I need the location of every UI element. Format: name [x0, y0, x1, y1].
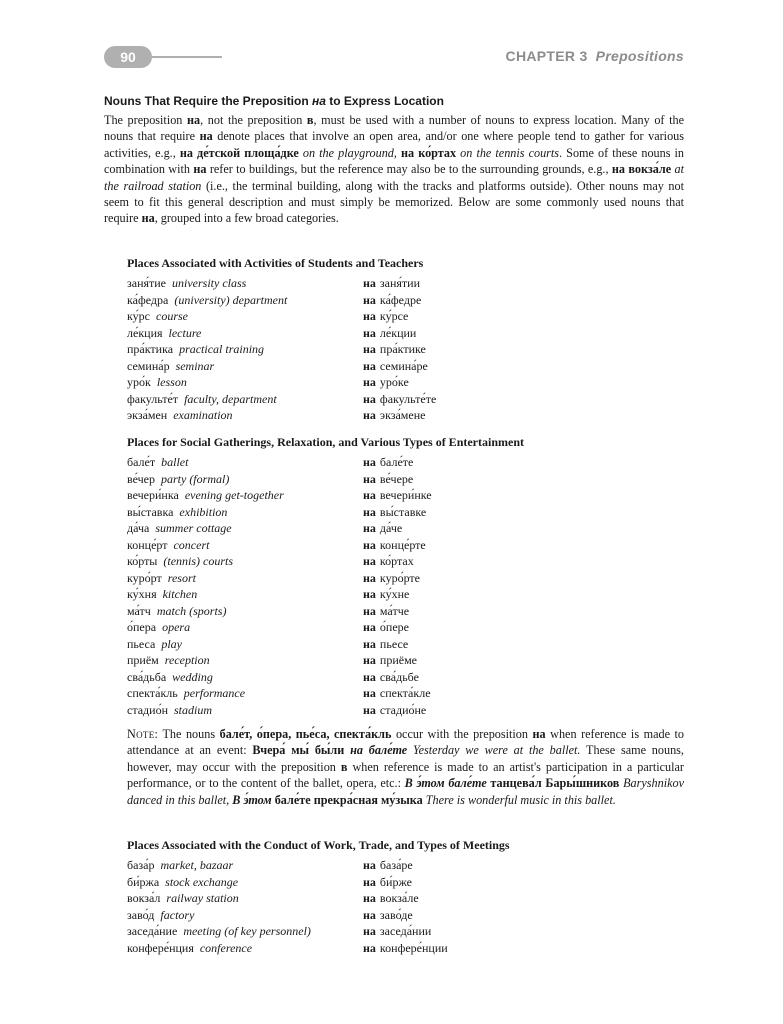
- section-title-text: Nouns That Require the Preposition: [104, 94, 313, 108]
- prepositional-form: [363, 619, 409, 636]
- noun-entry: [127, 537, 209, 554]
- noun-word: конфере́нция: [127, 940, 194, 955]
- prepositional-case-form: вокза́ле: [379, 891, 419, 905]
- section-title-text-end: to Express Location: [325, 94, 444, 108]
- prepositional-case-form: спекта́кле: [379, 686, 431, 700]
- preposition-na: на: [363, 537, 376, 552]
- preposition-na: на: [363, 375, 376, 389]
- prepositional-form: [363, 292, 421, 309]
- prepositional-case-form: ку́рсе: [379, 309, 409, 323]
- noun-entry: [127, 325, 201, 342]
- noun-entry: [127, 907, 194, 924]
- noun-word: заво́д: [127, 907, 155, 922]
- noun-translation: railway station: [166, 891, 239, 905]
- prepositional-form: [363, 374, 409, 391]
- prepositional-form: [363, 391, 436, 408]
- noun-row: [127, 570, 587, 587]
- noun-entry: [127, 487, 284, 504]
- noun-translation: kitchen: [162, 587, 198, 601]
- prepositional-form: [363, 570, 420, 587]
- noun-translation: meeting (of key personnel): [183, 924, 311, 938]
- noun-translation: examination: [173, 408, 233, 422]
- prepositional-case-form: заседа́нии: [379, 924, 432, 938]
- noun-entry: [127, 391, 277, 408]
- prepositional-case-form: конфере́нции: [379, 940, 448, 955]
- prepositional-case-form: вы́ставке: [379, 504, 427, 519]
- prepositional-form: [363, 358, 428, 375]
- noun-translation: (tennis) courts: [163, 554, 234, 568]
- prepositional-case-form: экза́мене: [379, 408, 426, 422]
- prepositional-form: [363, 275, 420, 292]
- noun-word: би́ржа: [127, 874, 160, 889]
- section-title-prep: на: [312, 94, 326, 108]
- prepositional-form: [363, 325, 416, 342]
- prepositional-case-form: пра́ктике: [379, 342, 426, 356]
- preposition-na: на: [363, 874, 376, 889]
- prepositional-case-form: ку́хне: [379, 587, 410, 601]
- prepositional-form: [363, 923, 431, 940]
- noun-word: стадио́н: [127, 702, 168, 717]
- prepositional-case-form: би́рже: [379, 874, 412, 889]
- noun-row: [127, 874, 587, 891]
- list-social-gatherings: [127, 434, 587, 718]
- prepositional-case-form: ко́ртах: [379, 554, 414, 568]
- prepositional-case-form: заво́де: [379, 907, 413, 922]
- intro-paragraph: The preposition на, not the preposition в, must be used with a number of nouns to express location. Many of the nouns that require на denote places that involve an open area, and/or one where people tend to gather for various activities, e.g., на де́тской площа́дке on the playground, на ко́ртах on the tennis courts. Some of these nouns in combination with на refer to buildings, but the reference may also be to the surrounding grounds, e.g., на вокза́ле at the railroad station (i.e., the terminal building, along with the tracks and platforms outside). Other nouns may not seem to fit this general description and must simply be memorized. Below are some commonly used nouns that require на, grouped into a few broad categories.: [104, 113, 685, 226]
- noun-translation: wedding: [172, 669, 213, 684]
- preposition-na: на: [363, 276, 376, 290]
- noun-row: [127, 325, 587, 342]
- preposition-na: на: [363, 309, 376, 323]
- noun-entry: [127, 471, 229, 488]
- list-work-trade: [127, 837, 587, 956]
- noun-entry: [127, 308, 188, 325]
- noun-entry: [127, 292, 287, 309]
- noun-entry: [127, 702, 212, 719]
- prepositional-form: [363, 636, 408, 653]
- noun-row: [127, 923, 587, 940]
- noun-row: [127, 537, 587, 554]
- page-number: 90: [104, 46, 152, 68]
- prepositional-form: [363, 702, 426, 719]
- noun-word: ве́чер: [127, 471, 155, 486]
- noun-translation: exhibition: [179, 504, 228, 519]
- list-title: Places Associated with the Conduct of Work, Trade, and Types of Meetings: [127, 838, 510, 852]
- preposition-na: на: [363, 554, 376, 568]
- preposition-na: на: [363, 455, 376, 469]
- prepositional-form: [363, 520, 402, 537]
- noun-translation: stock exchange: [165, 874, 239, 889]
- noun-entry: [127, 520, 232, 537]
- noun-row: [127, 907, 587, 924]
- noun-word: пьеса: [127, 636, 156, 651]
- prepositional-case-form: приёме: [379, 653, 418, 667]
- noun-row: [127, 940, 587, 957]
- noun-entry: [127, 652, 210, 669]
- prepositional-form: [363, 874, 412, 891]
- noun-word: ку́рс: [127, 309, 150, 323]
- noun-word: приём: [127, 653, 159, 667]
- noun-translation: factory: [160, 907, 195, 922]
- prepositional-form: [363, 407, 425, 424]
- noun-row: [127, 652, 587, 669]
- noun-row: [127, 275, 587, 292]
- prepositional-case-form: бале́те: [379, 455, 414, 469]
- noun-row: [127, 471, 587, 488]
- noun-translation: conference: [199, 940, 253, 955]
- prepositional-case-form: семина́ре: [379, 358, 428, 373]
- noun-row: [127, 454, 587, 471]
- preposition-na: на: [363, 292, 376, 307]
- preposition-na: на: [363, 940, 376, 955]
- preposition-na: на: [363, 342, 376, 356]
- noun-row: [127, 504, 587, 521]
- prepositional-form: [363, 603, 409, 620]
- noun-word: уро́к: [127, 375, 151, 389]
- noun-word: ка́федра: [127, 292, 169, 307]
- prepositional-case-form: факульте́те: [379, 391, 437, 406]
- noun-translation: lesson: [156, 375, 187, 389]
- preposition-na: на: [363, 521, 376, 535]
- noun-row: [127, 308, 587, 325]
- prepositional-form: [363, 857, 413, 874]
- noun-row: [127, 669, 587, 686]
- prepositional-form: [363, 341, 426, 358]
- preposition-na: на: [363, 891, 376, 905]
- prepositional-form: [363, 504, 426, 521]
- preposition-na: на: [363, 653, 376, 667]
- noun-word: сва́дьба: [127, 669, 167, 684]
- noun-row: [127, 292, 587, 309]
- noun-translation: seminar: [175, 358, 215, 373]
- section-title: [104, 94, 444, 108]
- note-paragraph: Note: The nouns бале́т, о́пера, пье́са, спекта́кль occur with the preposition на when reference is made to attendance at an event: Вчера́ мы́ бы́ли на бале́те Yesterday we were at the ballet. These same nouns, however, may occur with the preposition в when reference is made to an artist's participation in a particular performance, or to the content of the ballet, opera, etc.: В э́том бале́те танцева́л Бары́шников Baryshnikov danced in this ballet, В э́том бале́те прекра́сная му́зыка There is wonderful music in this ballet.: [127, 727, 684, 807]
- noun-entry: [127, 857, 233, 874]
- noun-list: [127, 857, 587, 956]
- preposition-na: на: [363, 669, 376, 684]
- noun-entry: [127, 407, 233, 424]
- noun-list: [127, 454, 587, 718]
- prepositional-case-form: конце́рте: [379, 537, 426, 552]
- noun-entry: [127, 619, 190, 636]
- preposition-na: на: [363, 570, 376, 585]
- prepositional-case-form: база́ре: [379, 858, 413, 872]
- noun-word: вы́ставка: [127, 504, 174, 519]
- noun-entry: [127, 685, 245, 702]
- noun-row: [127, 358, 587, 375]
- prepositional-form: [363, 685, 431, 702]
- noun-word: ма́тч: [127, 603, 151, 618]
- prepositional-case-form: заня́тии: [379, 276, 421, 290]
- preposition-na: на: [363, 471, 376, 486]
- noun-word: экза́мен: [127, 408, 168, 422]
- noun-row: [127, 857, 587, 874]
- noun-word: вокза́л: [127, 891, 161, 905]
- noun-list: [127, 275, 587, 424]
- chapter-label: CHAPTER 3: [505, 48, 588, 64]
- chapter-title: Prepositions: [595, 48, 684, 64]
- preposition-na: на: [363, 620, 376, 634]
- header-rule: [152, 56, 222, 58]
- noun-word: семина́р: [127, 358, 170, 373]
- prepositional-form: [363, 308, 408, 325]
- noun-entry: [127, 374, 187, 391]
- noun-entry: [127, 890, 239, 907]
- prepositional-form: [363, 890, 419, 907]
- preposition-na: на: [363, 603, 376, 618]
- noun-translation: resort: [167, 570, 196, 585]
- list-students-teachers: [127, 255, 587, 424]
- noun-word: бале́т: [127, 455, 156, 469]
- noun-translation: concert: [173, 537, 210, 552]
- noun-row: [127, 685, 587, 702]
- noun-word: о́пера: [127, 620, 157, 634]
- prepositional-form: [363, 652, 417, 669]
- noun-word: ле́кция: [127, 325, 163, 340]
- noun-entry: [127, 275, 246, 292]
- prepositional-form: [363, 669, 419, 686]
- noun-translation: course: [156, 309, 188, 323]
- list-title: Places for Social Gatherings, Relaxation, and Various Types of Entertainment: [127, 435, 525, 449]
- noun-row: [127, 702, 587, 719]
- preposition-na: на: [363, 924, 376, 938]
- noun-entry: [127, 586, 197, 603]
- preposition-na: на: [363, 686, 376, 700]
- prepositional-form: [363, 454, 413, 471]
- running-head: [506, 48, 684, 64]
- prepositional-case-form: ве́чере: [379, 471, 414, 486]
- noun-translation: lecture: [168, 325, 202, 340]
- noun-translation: evening get-together: [184, 488, 284, 502]
- noun-entry: [127, 940, 252, 957]
- note-label: Note:: [127, 727, 159, 741]
- prepositional-form: [363, 907, 413, 924]
- noun-translation: match (sports): [156, 603, 227, 618]
- noun-row: [127, 619, 587, 636]
- noun-word: ко́рты: [127, 554, 158, 568]
- preposition-na: на: [363, 488, 376, 502]
- prepositional-form: [363, 553, 414, 570]
- noun-word: заседа́ние: [127, 924, 178, 938]
- prepositional-form: [363, 940, 448, 957]
- noun-word: спекта́кль: [127, 686, 178, 700]
- noun-translation: performance: [183, 686, 246, 700]
- noun-word: да́ча: [127, 521, 150, 535]
- prepositional-case-form: куро́рте: [379, 570, 420, 585]
- noun-word: факульте́т: [127, 391, 179, 406]
- noun-entry: [127, 341, 264, 358]
- noun-entry: [127, 454, 188, 471]
- noun-entry: [127, 553, 233, 570]
- noun-word: куро́рт: [127, 570, 162, 585]
- noun-row: [127, 890, 587, 907]
- noun-entry: [127, 570, 196, 587]
- noun-row: [127, 603, 587, 620]
- preposition-na: на: [363, 636, 376, 651]
- noun-translation: (university) department: [174, 292, 288, 307]
- noun-row: [127, 487, 587, 504]
- noun-entry: [127, 923, 311, 940]
- prepositional-case-form: ка́федре: [379, 292, 422, 307]
- preposition-na: на: [363, 391, 376, 406]
- preposition-na: на: [363, 325, 376, 340]
- noun-entry: [127, 504, 227, 521]
- preposition-na: на: [363, 587, 376, 601]
- noun-word: вечери́нка: [127, 488, 179, 502]
- noun-translation: practical training: [179, 342, 265, 356]
- prepositional-case-form: пьесе: [379, 636, 409, 651]
- noun-row: [127, 636, 587, 653]
- noun-entry: [127, 358, 214, 375]
- noun-entry: [127, 636, 182, 653]
- noun-translation: market, bazaar: [160, 858, 234, 872]
- preposition-na: на: [363, 358, 376, 373]
- noun-translation: play: [161, 636, 182, 651]
- prepositional-case-form: стадио́не: [379, 702, 427, 717]
- noun-translation: opera: [162, 620, 191, 634]
- noun-translation: summer cottage: [155, 521, 232, 535]
- noun-row: [127, 374, 587, 391]
- preposition-na: на: [363, 504, 376, 519]
- noun-translation: party (formal): [160, 471, 230, 486]
- preposition-na: на: [363, 858, 376, 872]
- noun-word: ку́хня: [127, 587, 157, 601]
- page-header: [104, 46, 684, 70]
- noun-word: база́р: [127, 858, 155, 872]
- noun-word: конце́рт: [127, 537, 168, 552]
- prepositional-case-form: ле́кции: [379, 325, 417, 340]
- prepositional-case-form: сва́дьбе: [379, 669, 419, 684]
- preposition-na: на: [363, 408, 376, 422]
- noun-word: заня́тие: [127, 276, 166, 290]
- prepositional-form: [363, 586, 409, 603]
- noun-row: [127, 391, 587, 408]
- noun-row: [127, 586, 587, 603]
- noun-translation: reception: [164, 653, 210, 667]
- noun-entry: [127, 603, 226, 620]
- noun-translation: stadium: [174, 702, 213, 717]
- preposition-na: на: [363, 907, 376, 922]
- prepositional-case-form: о́пере: [379, 620, 409, 634]
- noun-word: пра́ктика: [127, 342, 174, 356]
- noun-entry: [127, 669, 213, 686]
- prepositional-form: [363, 471, 413, 488]
- prepositional-case-form: ма́тче: [379, 603, 410, 618]
- noun-row: [127, 407, 587, 424]
- preposition-na: на: [363, 702, 376, 717]
- prepositional-case-form: да́че: [379, 521, 403, 535]
- noun-entry: [127, 874, 238, 891]
- prepositional-form: [363, 537, 426, 554]
- prepositional-case-form: уро́ке: [379, 375, 409, 389]
- noun-translation: university class: [172, 276, 247, 290]
- prepositional-case-form: вечери́нке: [379, 488, 432, 502]
- prepositional-form: [363, 487, 432, 504]
- noun-translation: ballet: [161, 455, 189, 469]
- noun-row: [127, 553, 587, 570]
- noun-translation: faculty, department: [184, 391, 277, 406]
- list-title: Places Associated with Activities of Students and Teachers: [127, 256, 424, 270]
- noun-row: [127, 520, 587, 537]
- noun-row: [127, 341, 587, 358]
